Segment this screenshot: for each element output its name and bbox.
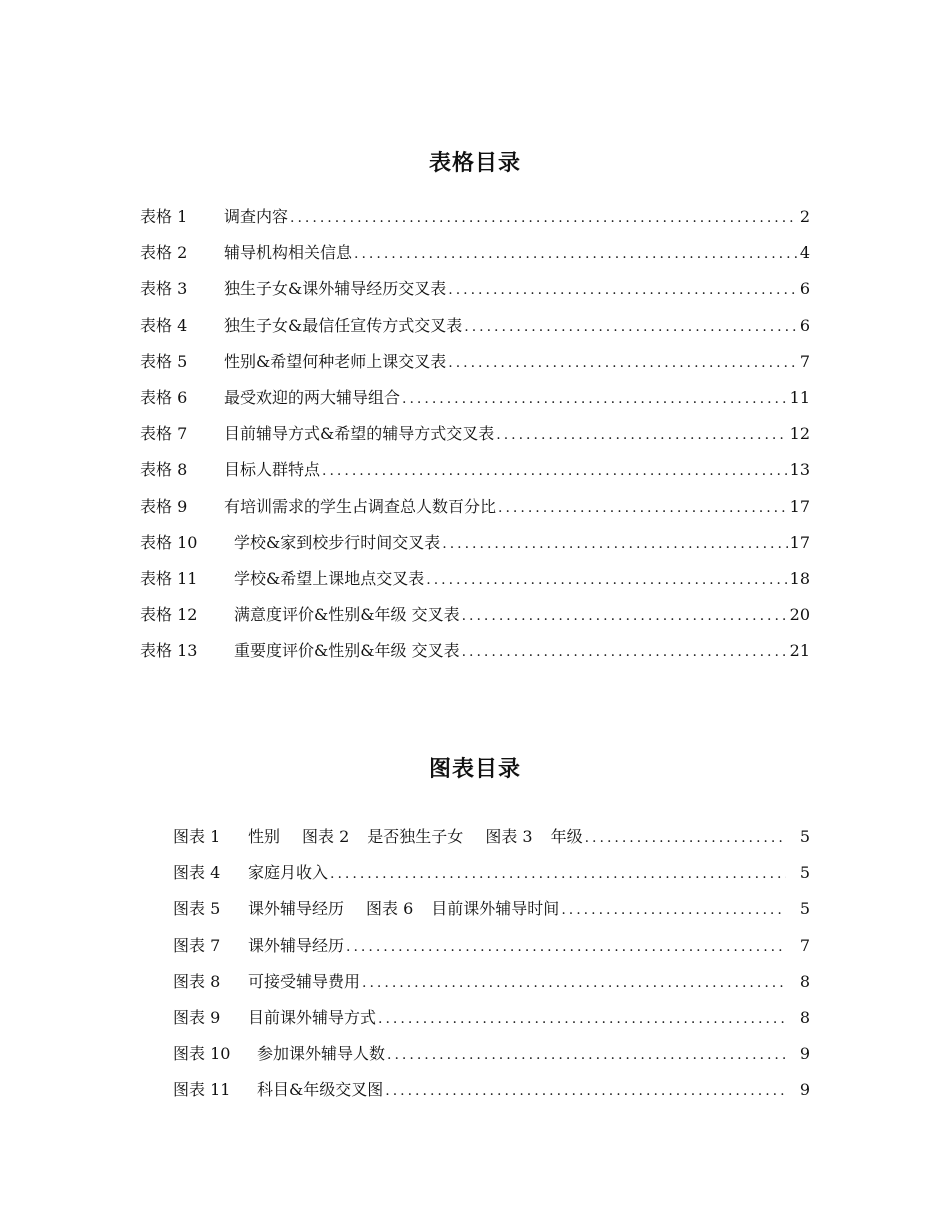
entry-title: 独生子女&课外辅导经历交叉表 [224, 279, 447, 299]
entry-page: 17 [789, 532, 810, 552]
entry-title: 性别&希望何种老师上课交叉表 [224, 351, 447, 371]
entry-page: 8 [799, 1007, 810, 1027]
dot-leader [498, 500, 788, 516]
toc-entry[interactable] [140, 240, 810, 276]
dot-leader [496, 427, 787, 443]
entry-label: 图表 3 [485, 827, 533, 846]
entry-title: 可接受辅导费用 [248, 971, 361, 991]
dot-leader [426, 572, 787, 588]
entry-page: 20 [789, 605, 810, 625]
entry-label: 表格 2 [140, 243, 188, 263]
entry-title: 是否独生子女 [367, 827, 464, 846]
entry-label: 图表 7 [173, 935, 221, 955]
toc-entry[interactable] [140, 457, 810, 493]
dot-leader [462, 608, 788, 624]
entry-title: 调查内容 [224, 207, 289, 226]
entry-title: 家庭月收入 [248, 863, 329, 883]
toc-entry[interactable] [173, 969, 810, 1005]
dot-leader [561, 902, 786, 918]
entry-label: 表格 11 [140, 568, 198, 588]
entry-page: 18 [789, 568, 810, 588]
entry-label: 图表 10 [173, 1044, 231, 1064]
dot-leader [402, 391, 788, 407]
entry-title: 学校&家到校步行时间交叉表 [234, 532, 441, 552]
entry-title: 辅导机构相关信息 [224, 243, 353, 263]
entry-page: 13 [789, 460, 810, 480]
tables-toc-list [140, 204, 810, 674]
dot-leader [464, 319, 798, 335]
entry-title: 重要度评价&性别&年级 交叉表 [234, 641, 460, 661]
dot-leader [448, 282, 798, 298]
entry-label: 表格 3 [140, 279, 188, 299]
entry-label: 图表 4 [173, 863, 221, 883]
tables-toc-title: 表格目录 [428, 151, 521, 176]
entry-page: 5 [799, 899, 810, 919]
dot-leader [385, 1083, 786, 1099]
entry-page: 9 [799, 1080, 810, 1100]
entry-page: 8 [799, 971, 810, 991]
entry-page: 2 [799, 207, 810, 226]
entry-label: 表格 7 [140, 424, 188, 444]
entry-page: 4 [799, 243, 810, 263]
toc-entry[interactable] [140, 276, 810, 312]
toc-entry[interactable] [140, 313, 810, 349]
dot-leader [442, 536, 787, 552]
entry-label: 表格 13 [140, 641, 198, 661]
toc-entry[interactable] [140, 349, 810, 385]
dot-leader [448, 355, 798, 371]
entry-page: 9 [799, 1044, 810, 1064]
figures-toc-title: 图表目录 [428, 757, 521, 782]
dot-leader [290, 210, 798, 226]
entry-title: 学校&希望上课地点交叉表 [234, 568, 425, 588]
entry-page: 17 [789, 496, 810, 516]
entry-page: 6 [799, 279, 810, 299]
figures-toc-list [173, 824, 810, 1114]
entry-label: 表格 8 [140, 460, 188, 480]
dot-leader [387, 1047, 786, 1063]
toc-entry[interactable] [140, 602, 810, 638]
entry-label: 图表 1 [173, 827, 221, 846]
toc-entry[interactable] [173, 933, 810, 969]
entry-page: 6 [799, 315, 810, 335]
entry-label: 图表 11 [173, 1080, 231, 1100]
entry-page: 21 [789, 641, 810, 661]
entry-title: 目前辅导方式&希望的辅导方式交叉表 [224, 424, 495, 444]
toc-entry[interactable] [140, 638, 810, 674]
toc-entry[interactable] [173, 896, 810, 932]
toc-entry[interactable] [173, 824, 810, 860]
dot-leader [354, 246, 798, 262]
entry-label: 图表 6 [366, 899, 414, 919]
entry-title: 年级 [550, 827, 583, 846]
dot-leader [378, 1011, 786, 1027]
entry-title: 目标人群特点 [224, 460, 321, 480]
toc-entry[interactable] [140, 566, 810, 602]
entry-title: 有培训需求的学生占调查总人数百分比 [224, 496, 497, 516]
toc-entry[interactable] [140, 494, 810, 530]
toc-entry[interactable] [140, 204, 810, 240]
dot-leader [585, 830, 786, 846]
entry-title: 课外辅导经历 [248, 935, 345, 955]
entry-label: 表格 1 [140, 207, 188, 226]
dot-leader [330, 866, 786, 882]
toc-entry[interactable] [173, 1041, 810, 1077]
entry-label: 图表 2 [302, 827, 350, 846]
entry-label: 表格 10 [140, 532, 198, 552]
entry-label: 图表 9 [173, 1007, 221, 1027]
entry-page: 5 [799, 827, 810, 846]
toc-entry[interactable] [173, 1005, 810, 1041]
entry-page: 7 [799, 351, 810, 371]
entry-title: 科目&年级交叉图 [257, 1080, 384, 1100]
toc-entry[interactable] [173, 860, 810, 896]
dot-leader [346, 939, 786, 955]
entry-title: 目前课外辅导方式 [248, 1007, 377, 1027]
entry-label: 表格 12 [140, 605, 198, 625]
entry-label: 图表 5 [173, 899, 221, 919]
entry-label: 表格 5 [140, 351, 188, 371]
entry-label: 表格 9 [140, 496, 188, 516]
entry-title: 满意度评价&性别&年级 交叉表 [234, 605, 460, 625]
dot-leader [362, 975, 786, 991]
toc-entry[interactable] [140, 530, 810, 566]
dot-leader [462, 644, 788, 660]
entry-title: 参加课外辅导人数 [257, 1044, 386, 1064]
entry-page: 11 [789, 387, 810, 407]
entry-title: 性别 [248, 827, 281, 846]
toc-entry[interactable] [140, 385, 810, 421]
toc-entry[interactable] [140, 421, 810, 457]
entry-title: 目前课外辅导时间 [431, 899, 560, 919]
entry-page: 12 [789, 424, 810, 444]
entry-label: 表格 6 [140, 387, 188, 407]
entry-title: 独生子女&最信任宣传方式交叉表 [224, 315, 463, 335]
entry-label: 表格 4 [140, 315, 188, 335]
entry-title: 课外辅导经历 [248, 899, 345, 919]
entry-page: 5 [799, 863, 810, 883]
entry-page: 7 [799, 935, 810, 955]
entry-title: 最受欢迎的两大辅导组合 [224, 387, 401, 407]
toc-entry[interactable] [173, 1077, 810, 1113]
entry-label: 图表 8 [173, 971, 221, 991]
dot-leader [322, 463, 788, 479]
